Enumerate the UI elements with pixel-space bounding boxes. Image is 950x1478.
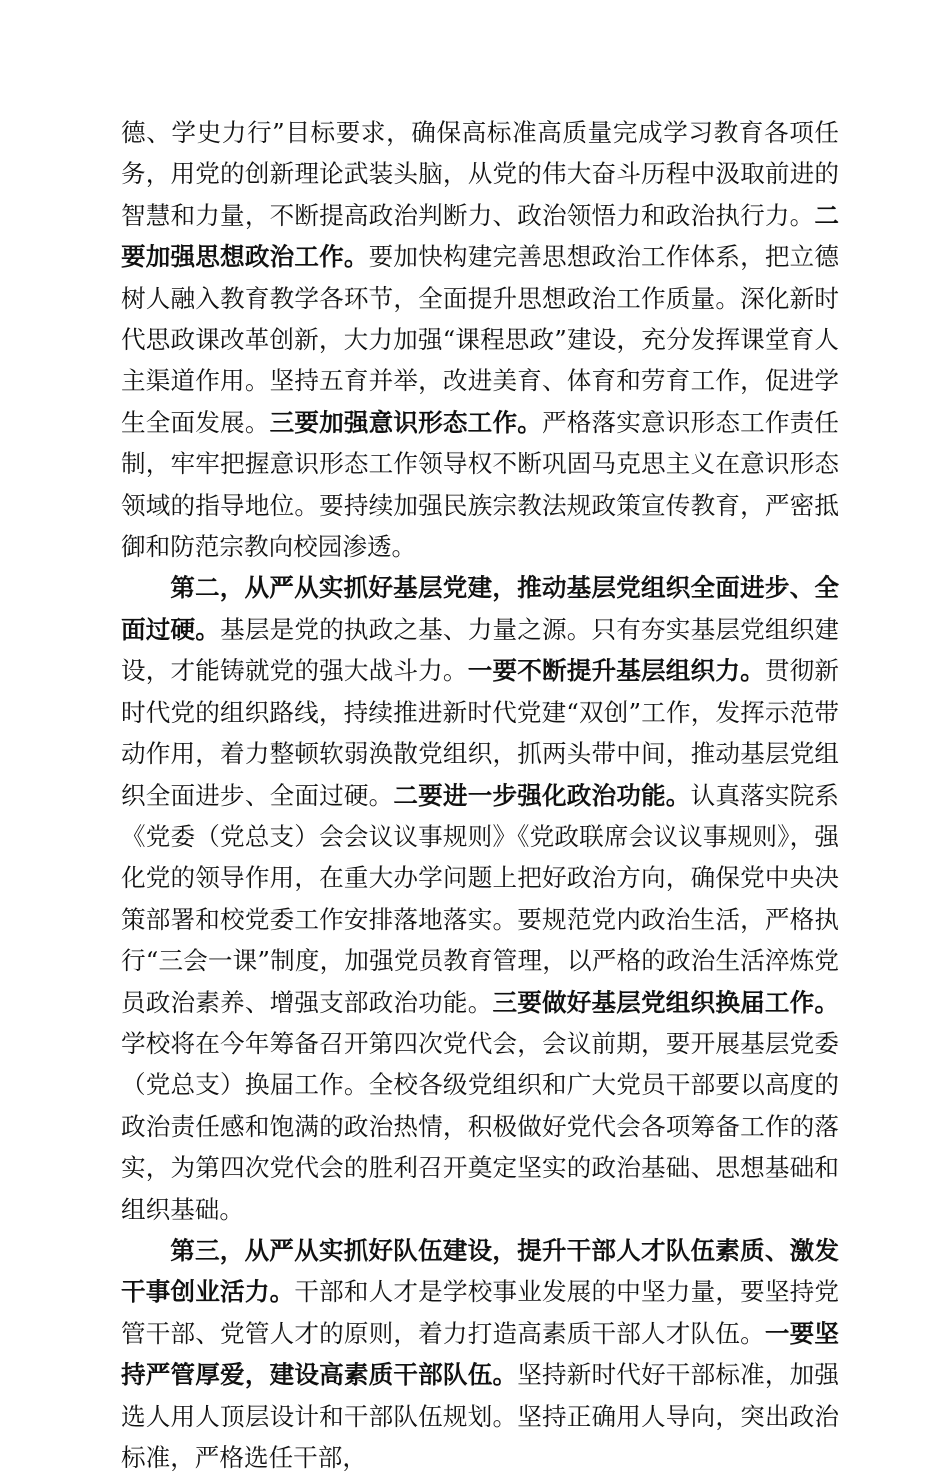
text-run: 德、学史力行”目标要求，确保高标准高质量完成学习教育各项任务，用党的创新理论武装头脑，从党的伟大奋斗历程中汲取前进的智慧和力量，不断提高政治判断力、政治领悟力和政治执行力。	[121, 118, 839, 230]
section-heading: 第三，从严从实抓好队伍建设，提升干部人才队伍素质、激发干事创业活力。	[121, 1235, 839, 1307]
document-page	[121, 112, 839, 1478]
text-run: 认真落实院系《党委（党总支）会会议议事规则》《党政联席会议议事规则》，强化党的领导作用，在重大办学问题上把好政治方向，确保党中央决策部署和校党委工作安排落地落实。要规范党内政治生活，严格执行“三会一课”制度，加强党员教育管理，以严格的政治生活淬炼党员政治素养、增强支部政治功能。	[121, 780, 839, 1017]
section-heading: 第二，从严从实抓好基层党建，推动基层党组织全面进步、全面过硬。	[121, 573, 839, 644]
text-run: 严格落实意识形态工作责任制，牢牢把握意识形态工作领导权不断巩固马克思主义在意识形态领域的指导地位。要持续加强民族宗教法规政策宣传教育，严密抵御和防范宗教向校园渗透。	[121, 407, 839, 562]
text-run: 坚持新时代好干部标准，加强选人用人顶层设计和干部队伍规划。坚持正确用人导向，突出政治标准，严格选任干部，	[121, 1360, 839, 1472]
bold-heading: 二要进一步强化政治功能。	[393, 780, 691, 810]
text-run: 学校将在今年筹备召开第四次党代会，会议前期，要开展基层党委（党总支）换届工作。全校各级党组织和广大党员干部要以高度的政治责任感和饱满的政治热情，积极做好党代会各项筹备工作的落实，为第四次党代会的胜利召开奠定坚实的政治基础、思想基础和组织基础。	[121, 1028, 839, 1224]
paragraph-3	[121, 1230, 839, 1478]
paragraph-2	[121, 567, 839, 1230]
bold-heading: 三要做好基层党组织换届工作。	[492, 987, 839, 1017]
bold-heading: 一要不断提升基层组织力。	[467, 656, 765, 686]
text-run: 贯彻新时代党的组织路线，持续推进新时代党建“双创”工作，发挥示范带动作用，着力整顿软弱涣散党组织，抓两头带中间，推动基层党组织全面进步、全面过硬。	[121, 656, 839, 810]
bold-heading: 一要坚持严管厚爱，建设高素质干部队伍。	[121, 1318, 839, 1390]
text-run: 基层是党的执政之基、力量之源。只有夯实基层党组织建设，才能铸就党的强大战斗力。	[121, 614, 839, 686]
paragraph-1	[121, 112, 839, 567]
text-run: 要加快构建完善思想政治工作体系，把立德树人融入教育教学各环节，全面提升思想政治工作质量。深化新时代思政课改革创新，大力加强“课程思政”建设，充分发挥课堂育人主渠道作用。坚持五育并举，改进美育、体育和劳育工作，促进学生全面发展。	[121, 242, 839, 437]
bold-heading: 二要加强思想政治工作。	[121, 200, 839, 272]
text-run: 干部和人才是学校事业发展的中坚力量，要坚持党管干部、党管人才的原则，着力打造高素质干部人才队伍。	[121, 1277, 839, 1348]
bold-heading: 三要加强意识形态工作。	[269, 407, 542, 437]
